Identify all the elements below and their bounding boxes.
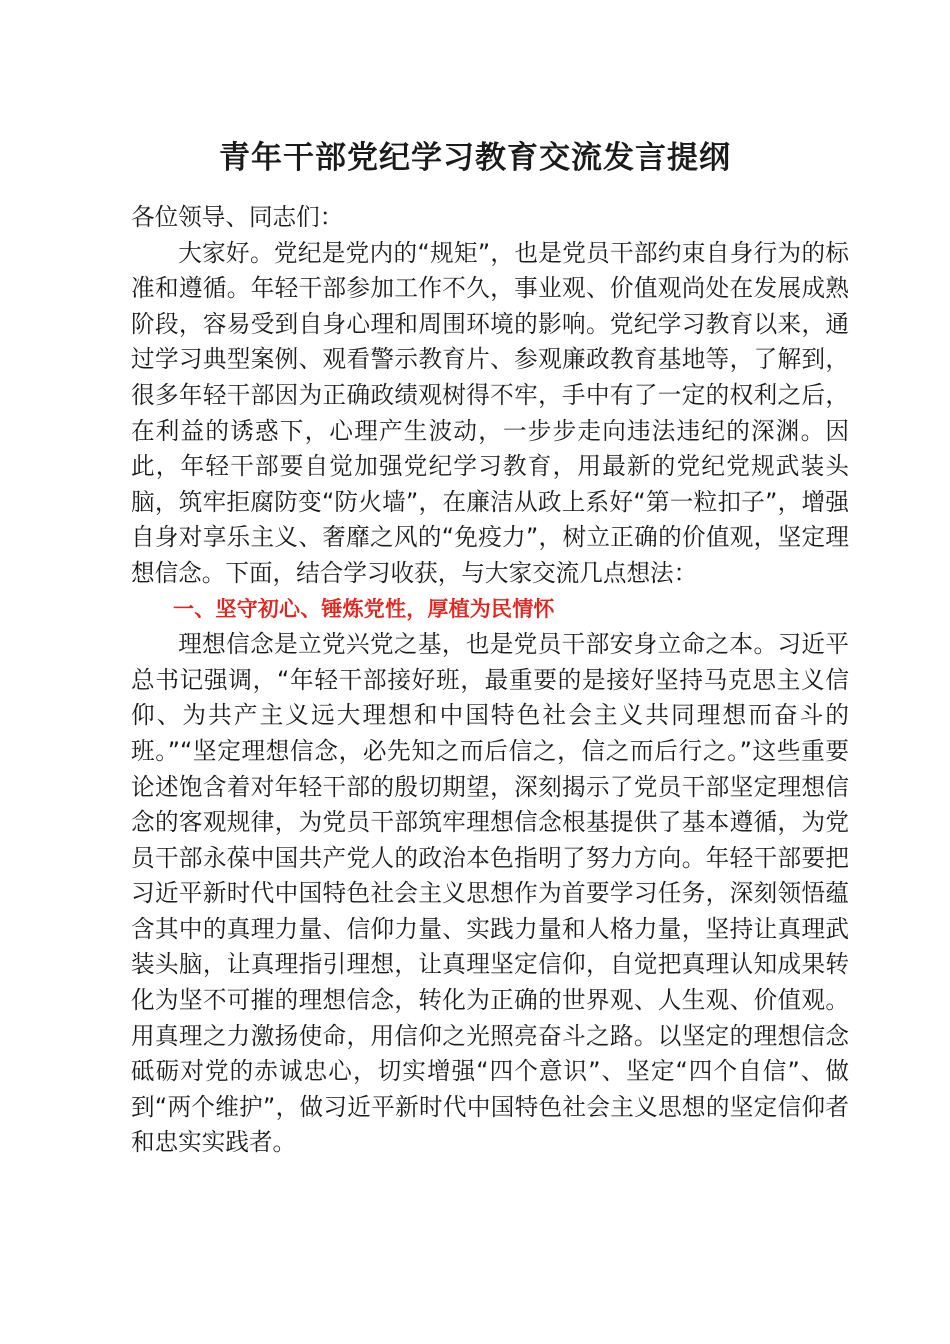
intro-paragraph: 大家好。党纪是党内的“规矩”，也是党员干部约束自身行为的标准和遵循。年轻干部参加工作不久，事业观、价值观尚处在发展成熟阶段，容易受到自身心理和周围环境的影响。党纪学习教育以来，通过学习典型案例、观看警示教育片、参观廉政教育基地等，了解到，很多年轻干部因为正确政绩观树得不牢，手中有了一定的权利之后，在利益的诱惑下，心理产生波动，一步步走向违法违纪的深渊。因此，年轻干部要自觉加强党纪学习教育，用最新的党纪党规武装头脑，筑牢拒腐防变“防火墙”，在廉洁从政上系好“第一粒扣子”，增强自身对享乐主义、奢靡之风的“免疫力”，树立正确的价值观，坚定理想信念。下面，结合学习收获，与大家交流几点想法： — [131, 238, 849, 587]
document-title: 青年干部党纪学习教育交流发言提纲 — [219, 140, 731, 176]
document-body — [131, 200, 849, 1161]
section-heading-1: 一、坚守初心、锤炼党性，厚植为民情怀 — [173, 596, 555, 621]
section-paragraph-1: 理想信念是立党兴党之基，也是党员干部安身立命之本。习近平总书记强调，“年轻干部接好班，最重要的是接好坚持马克思主义信仰、为共产主义远大理想和中国特色社会主义共同理想而奋斗的班。”“坚定理想信念，必先知之而后信之，信之而后行之。”这些重要论述饱含着对年轻干部的殷切期望，深刻揭示了党员干部坚定理想信念的客观规律，为党员干部筑牢理想信念根基提供了基本遵循，为党员干部永葆中国共产党人的政治本色指明了努力方向。年轻干部要把习近平新时代中国特色社会主义思想作为首要学习任务，深刻领悟蕴含其中的真理力量、信仰力量、实践力量和人格力量，坚持让真理武装头脑，让真理指引理想，让真理坚定信仰，自觉把真理认知成果转化为坚不可摧的理想信念，转化为正确的世界观、人生观、价值观。用真理之力激扬使命，用信仰之光照亮奋斗之路。以坚定的理想信念砥砺对党的赤诚忠心，切实增强“四个意识”、坚定“四个自信”、做到“两个维护”，做习近平新时代中国特色社会主义思想的坚定信仰者和忠实实践者。 — [131, 630, 849, 1157]
greeting-line: 各位领导、同志们： — [131, 203, 344, 231]
